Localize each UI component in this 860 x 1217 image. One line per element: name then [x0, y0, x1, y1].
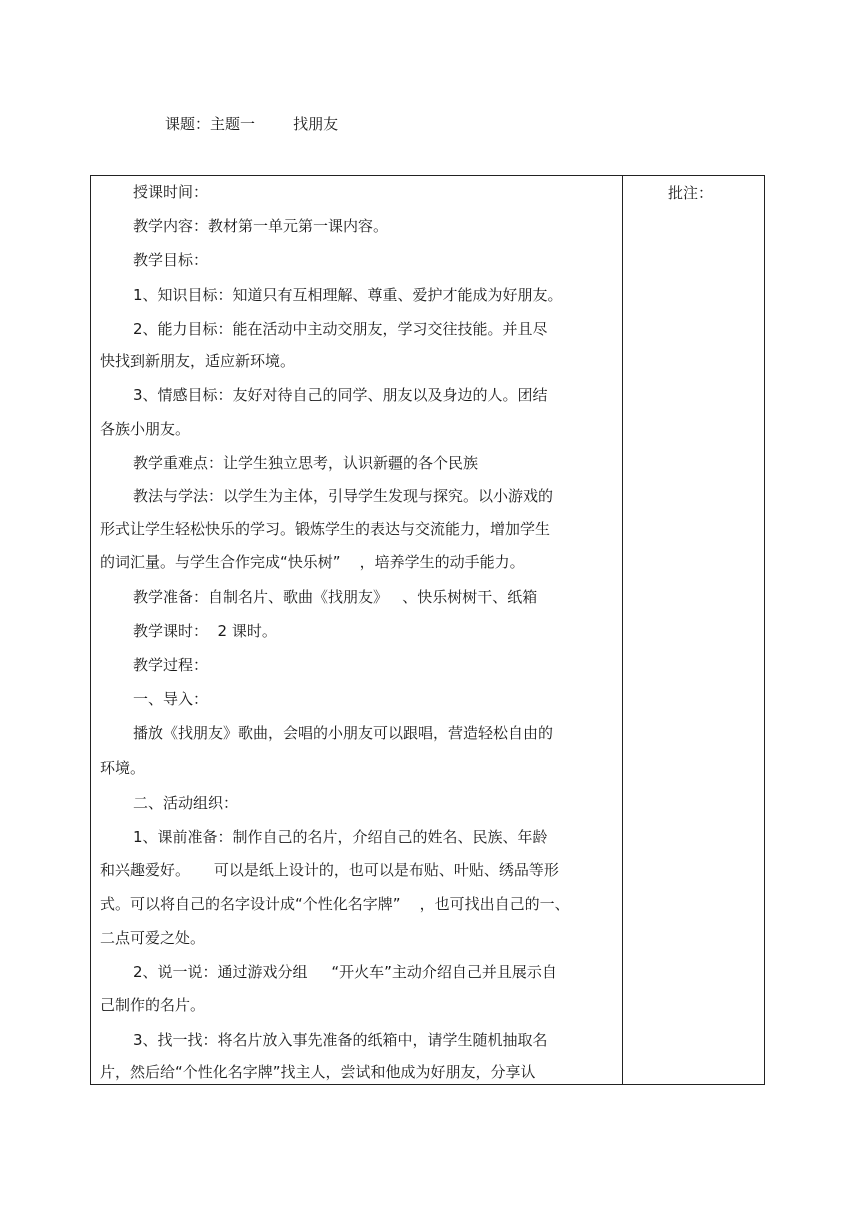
text-line: 环境。 [100, 759, 146, 777]
text-line: 授课时间： [133, 183, 209, 201]
lesson-title: 课题：主题一 找朋友 [165, 115, 339, 133]
text-line: 教法与学法：以学生为主体，引导学生发现与探究。以小游戏的 [133, 487, 554, 505]
annotation-label: 批注： [668, 184, 714, 202]
column-divider [622, 175, 623, 1085]
text-line: 2、能力目标：能在活动中主动交朋友，学习交往技能。并且尽 [133, 320, 548, 338]
text-line: 教学目标： [133, 251, 209, 269]
text-line: 2、说一说：通过游戏分组 “开火车”主动介绍自己并且展示自 [133, 963, 557, 981]
text-line: 式。可以将自己的名字设计成“个性化名字牌” ，也可找出自己的一、 [100, 895, 570, 913]
text-line: 各族小朋友。 [100, 420, 191, 438]
text-line: 二点可爱之处。 [100, 929, 206, 947]
text-line: 己制作的名片。 [100, 996, 206, 1014]
text-line: 3、找一找：将名片放入事先准备的纸箱中，请学生随机抽取名 [133, 1031, 548, 1049]
text-line: 1、知识目标：知道只有互相理解、尊重、爱护才能成为好朋友。 [133, 286, 563, 304]
text-line: 教学过程： [133, 656, 209, 674]
text-line: 二、活动组织： [133, 794, 239, 812]
text-line: 3、情感目标：友好对待自己的同学、朋友以及身边的人。团结 [133, 386, 548, 404]
text-line: 教学重难点：让学生独立思考，认识新疆的各个民族 [133, 454, 479, 472]
text-line: 的词汇量。与学生合作完成“快乐树” ，培养学生的动手能力。 [100, 553, 525, 571]
text-line: 一、导入： [133, 690, 209, 708]
text-line: 教学内容：教材第一单元第一课内容。 [133, 217, 389, 235]
text-line: 播放《找朋友》歌曲，会唱的小朋友可以跟唱，营造轻松自由的 [133, 724, 554, 742]
text-line: 1、课前准备：制作自己的名片，介绍自己的姓名、民族、年龄 [133, 828, 548, 846]
text-line: 和兴趣爱好。 可以是纸上设计的，也可以是布贴、叶贴、绣品等形 [100, 861, 559, 879]
text-line: 快找到新朋友，适应新环境。 [100, 352, 296, 370]
text-line: 形式让学生轻松快乐的学习。锻炼学生的表达与交流能力，增加学生 [100, 520, 551, 538]
text-line: 教学课时： 2 课时。 [133, 622, 277, 640]
text-line: 教学准备：自制名片、歌曲《找朋友》 、快乐树树干、纸箱 [133, 588, 538, 606]
text-line: 片，然后给“个性化名字牌”找主人，尝试和他成为好朋友，分享认 [100, 1063, 536, 1081]
